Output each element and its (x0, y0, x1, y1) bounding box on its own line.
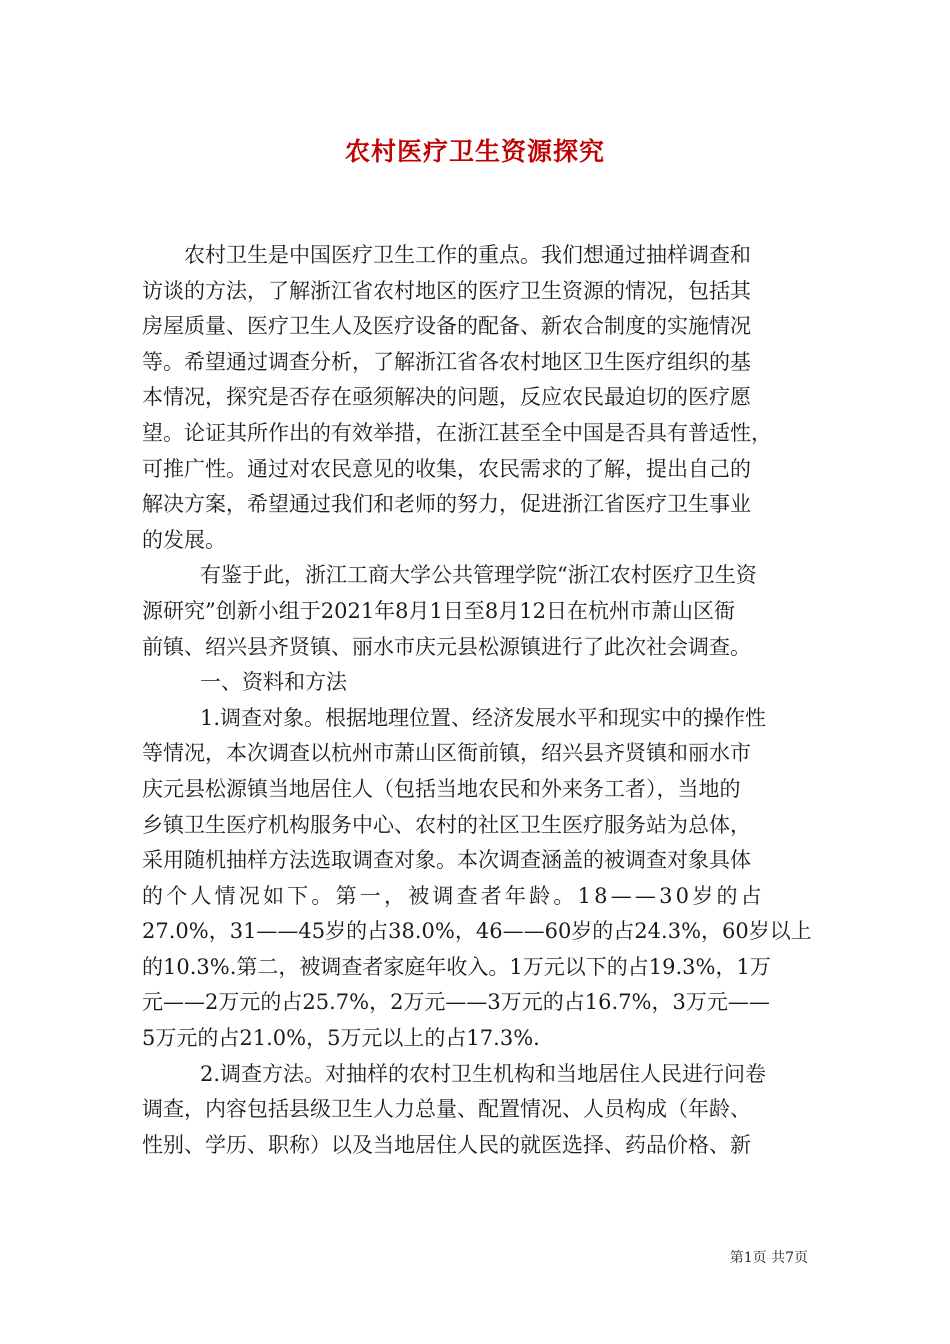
text-line: 等情况，本次调查以杭州市萧山区衙前镇，绍兴县齐贤镇和丽水市 (142, 741, 751, 766)
text-line: 元——2万元的占25.7%，2万元——3万元的占16.7%，3万元—— (142, 990, 770, 1015)
text-line: 本情况，探究是否存在亟须解决的问题，反应农民最迫切的医疗愿 (142, 385, 751, 410)
text-line: 的个人情况如下。第一，被调查者年龄。18——30岁的占 (142, 883, 765, 908)
text-line: 等。希望通过调查分析，了解浙江省各农村地区卫生医疗组织的基 (142, 349, 751, 374)
document-body (142, 238, 810, 1163)
text-line: 调查，内容包括县级卫生人力总量、配置情况、人员构成（年龄、 (142, 1097, 751, 1122)
text-line: 有鉴于此，浙江工商大学公共管理学院“浙江农村医疗卫生资 (200, 563, 757, 588)
text-line: 房屋质量、医疗卫生人及医疗设备的配备、新农合制度的实施情况 (142, 314, 751, 339)
text-line: 前镇、绍兴县齐贤镇、丽水市庆元县松源镇进行了此次社会调查。 (142, 634, 751, 659)
text-line: 农村卫生是中国医疗卫生工作的重点。我们想通过抽样调查和 (184, 243, 751, 267)
text-line: 的10.3%.第二，被调查者家庭年收入。1万元以下的占19.3%，1万 (142, 954, 771, 979)
text-line: 望。论证其所作出的有效举措，在浙江甚至全中国是否具有普适性， (142, 420, 772, 445)
section-heading: 一、资料和方法 (200, 670, 347, 695)
text-line: 1.调查对象。根据地理位置、经济发展水平和现实中的操作性 (200, 705, 767, 730)
text-line: 源研究”创新小组于2021年8月1日至8月12日在杭州市萧山区衙 (142, 598, 735, 623)
text-line: 庆元县松源镇当地居住人（包括当地农民和外来务工者），当地的 (142, 776, 741, 801)
document-title: 农村医疗卫生资源探究 (344, 137, 605, 166)
text-line: 可推广性。通过对农民意见的收集，农民需求的了解，提出自己的 (142, 456, 751, 481)
text-line: 解决方案，希望通过我们和老师的努力，促进浙江省医疗卫生事业 (142, 492, 751, 517)
text-line: 采用随机抽样方法选取调查对象。本次调查涵盖的被调查对象具体 (142, 848, 751, 873)
text-line: 27.0%，31——45岁的占38.0%，46——60岁的占24.3%，60岁以上 (142, 919, 812, 944)
text-line: 访谈的方法，了解浙江省农村地区的医疗卫生资源的情况，包括其 (142, 278, 751, 303)
page-number: 第1页 共7页 (729, 1250, 808, 1266)
text-line: 乡镇卫生医疗机构服务中心、农村的社区卫生医疗服务站为总体， (142, 812, 751, 837)
text-line: 2.调查方法。对抽样的农村卫生机构和当地居住人民进行问卷 (200, 1061, 767, 1086)
text-line: 性别、学历、职称）以及当地居住人民的就医选择、药品价格、新 (142, 1132, 751, 1157)
text-line: 的发展。 (142, 527, 226, 552)
text-line: 5万元的占21.0%，5万元以上的占17.3%. (142, 1026, 540, 1051)
